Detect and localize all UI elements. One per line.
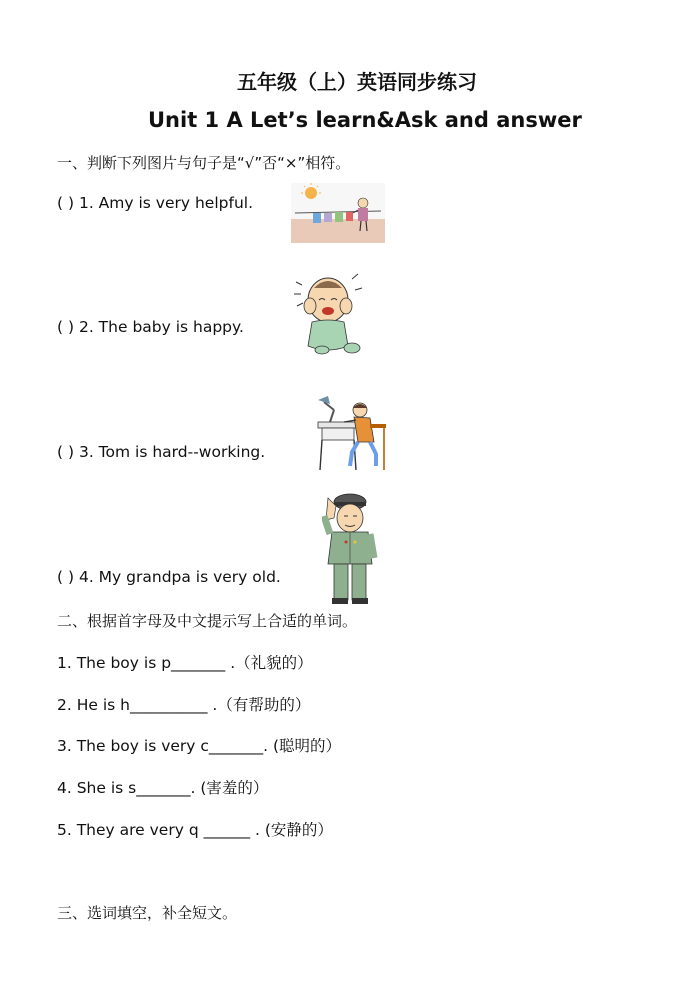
section-2-heading: 二、根据首字母及中文提示写上合适的单词。 (57, 612, 358, 630)
fill-item-1[interactable]: 1. The boy is p_______ .（礼貌的） (57, 654, 313, 672)
judge-sentence: 4. My grandpa is very old. (78, 568, 281, 586)
answer-paren[interactable]: ( ) (57, 318, 75, 336)
grandpa-illustration (322, 492, 380, 608)
judge-item-1 (57, 194, 253, 212)
answer-paren[interactable]: ( ) (57, 194, 75, 212)
studying-boy-illustration (316, 396, 390, 474)
fill-item-4[interactable]: 4. She is s_______. (害羞的） (57, 779, 269, 797)
page-title: 五年级（上）英语同步练习 (237, 70, 477, 94)
judge-item-3 (57, 443, 265, 461)
answer-paren[interactable]: ( ) (57, 568, 75, 586)
answer-paren[interactable]: ( ) (57, 443, 75, 461)
laundry-girl-illustration (291, 183, 385, 243)
fill-item-3[interactable]: 3. The boy is very c_______. (聪明的） (57, 737, 342, 755)
page-subtitle: Unit 1 A Let’s learn&Ask and answer (148, 108, 582, 132)
fill-item-2[interactable]: 2. He is h__________ .（有帮助的） (57, 696, 311, 714)
fill-item-5[interactable]: 5. They are very q ______ . (安静的） (57, 821, 333, 839)
section-1-heading: 一、判断下列图片与句子是“√”否“×”相符。 (57, 154, 351, 172)
judge-sentence: 3. Tom is hard--working. (78, 443, 266, 461)
crying-baby-illustration (292, 266, 364, 356)
judge-sentence: 2. The baby is happy. (78, 318, 244, 336)
section-3-heading: 三、选词填空，补全短文。 (57, 904, 238, 922)
judge-item-4 (57, 568, 281, 586)
judge-item-2 (57, 318, 244, 336)
judge-sentence: 1. Amy is very helpful. (78, 194, 253, 212)
